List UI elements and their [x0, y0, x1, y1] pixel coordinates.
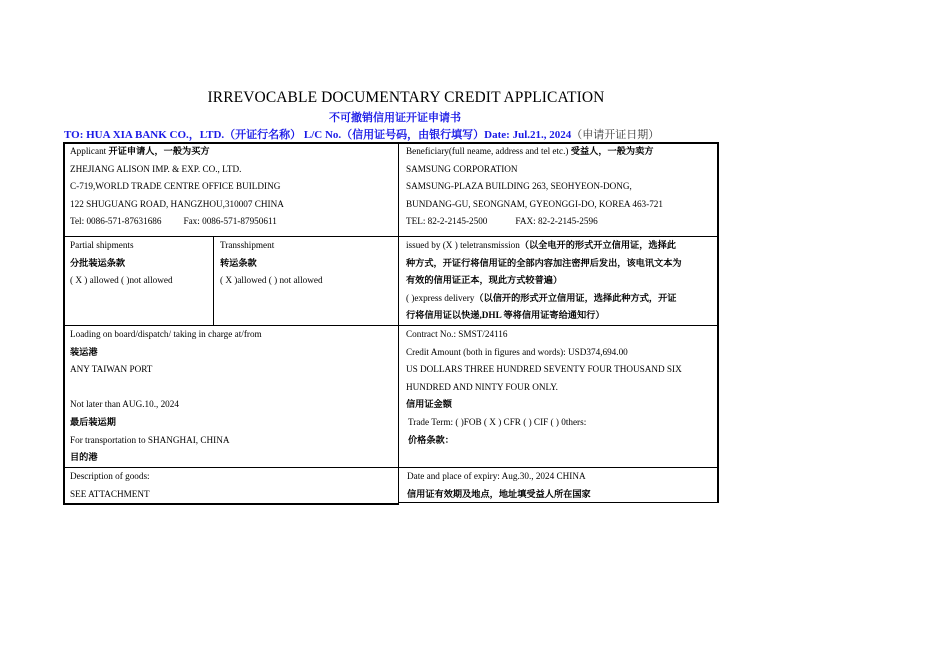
trade-term: Trade Term: ( )FOB ( X ) CFR ( ) CIF ( ) 0thers: — [408, 416, 587, 427]
loading-port-label-cn: 装运港 — [70, 346, 98, 357]
border-bottom-right — [399, 502, 719, 503]
form-subtitle: 不可撤销信用证开证申请书 — [329, 112, 461, 124]
contract-number: Contract No.: SMST/24116 — [406, 329, 508, 339]
border-row-2 — [63, 325, 719, 326]
border-row-1 — [63, 236, 719, 237]
applicant-tel: Tel: 0086-571-87631686 — [70, 216, 162, 227]
amount-in-words-1: US DOLLARS THREE HUNDRED SEVENTY FOUR THOUSAND SIX — [406, 364, 682, 375]
partial-shipments-cell — [63, 236, 213, 325]
latest-shipment-label-cn: 最后装运期 — [70, 416, 116, 427]
applicant-fax: Fax: 0086-571-87950611 — [183, 216, 277, 227]
border-left — [63, 142, 65, 505]
transshipment-options: ( X )allowed ( ) not allowed — [220, 275, 323, 286]
credit-amount-label-cn: 信用证金额 — [406, 399, 452, 410]
addressee-main: TO: HUA XIA BANK CO.，LTD.（开证行名称） L/C No.（信用证号码，由银行填写）Date: Jul.21., 2024 — [64, 129, 572, 141]
loading-cell — [63, 325, 399, 467]
amount-in-words-2: HUNDRED AND NINTY FOUR ONLY. — [406, 381, 558, 392]
beneficiary-name: SAMSUNG CORPORATION — [406, 163, 518, 174]
destination-label-cn: 目的港 — [70, 452, 98, 463]
application-date-note: （申请开证日期） — [571, 129, 660, 141]
trade-term-label-cn: 价格条款： — [408, 434, 454, 445]
partial-shipments-label-en: Partial shipments — [70, 240, 134, 250]
loading-label-en: Loading on board/dispatch/ taking in charge at/from — [70, 329, 262, 339]
beneficiary-address-2: BUNDANG-GU, SEONGNAM, GYEONGGI-DO, KOREA 463-721 — [406, 198, 663, 209]
teletransmission-note-2: 种方式，开证行将信用证的全部内容加注密押后发出，该电讯文本为 — [406, 257, 682, 268]
credit-amount: Credit Amount (both in figures and words): USD374,694.00 — [406, 346, 628, 357]
goods-label: Description of goods: — [70, 471, 150, 481]
beneficiary-address-1: SAMSUNG-PLAZA BUILDING 263, SEOHYEON-DONG, — [406, 181, 632, 192]
border-row-3 — [63, 467, 719, 468]
teletransmission-note-3: 有效的信用证正本，现此方式较普遍） — [406, 275, 563, 286]
expiry-cell — [399, 467, 719, 505]
applicant-cell — [63, 142, 399, 236]
beneficiary-label-en: Beneficiary(full neame, address and tel etc.) — [406, 146, 571, 156]
border-shipment-divider — [213, 236, 214, 325]
border-right — [717, 142, 719, 503]
transshipment-cell — [213, 236, 399, 325]
applicant-label-en: Applicant — [70, 146, 109, 156]
applicant-label-cn: 开证申请人，一般为买方 — [108, 146, 210, 156]
express-delivery-option: ( )express delivery — [406, 292, 475, 303]
expiry-label-cn: 信用证有效期及地点，地址填受益人所在国家 — [407, 488, 591, 499]
application-form — [63, 142, 719, 505]
transshipment-label-en: Transshipment — [220, 240, 275, 250]
beneficiary-tel: TEL: 82-2-2145-2500 — [406, 216, 488, 227]
border-top — [63, 142, 719, 144]
border-middle — [398, 142, 399, 505]
form-title: IRREVOCABLE DOCUMENTARY CREDIT APPLICATION — [207, 89, 605, 106]
applicant-address-1: C-719,WORLD TRADE CENTRE OFFICE BUILDING — [70, 181, 281, 192]
border-bottom-left — [63, 503, 399, 505]
teletransmission-note-1: （以全电开的形式开立信用证，选择此 — [519, 240, 676, 250]
contract-amount-cell — [399, 325, 719, 467]
teletransmission-option: issued by (X ) teletransmission — [406, 240, 520, 250]
beneficiary-label-cn: 受益人，一般为卖方 — [570, 146, 654, 156]
applicant-address-2: 122 SHUGUANG ROAD, HANGZHOU,310007 CHINA — [70, 198, 284, 209]
issuance-method-cell — [399, 236, 719, 325]
express-note-1: （以信开的形式开立信用证，选择此种方式，开证 — [474, 292, 677, 303]
transshipment-label-cn: 转运条款 — [220, 257, 257, 268]
expiry-label: Date and place of expiry: Aug.30., 2024 CHINA — [407, 471, 586, 481]
goods-value: SEE ATTACHMENT — [70, 488, 150, 499]
goods-cell — [63, 467, 399, 505]
latest-shipment-date: Not later than AUG.10., 2024 — [70, 399, 179, 410]
beneficiary-fax: FAX: 82-2-2145-2596 — [515, 216, 598, 227]
applicant-name: ZHEJIANG ALISON IMP. & EXP. CO., LTD. — [70, 163, 242, 174]
addressee-line — [64, 126, 659, 142]
partial-shipments-options: ( X ) allowed ( )not allowed — [70, 275, 173, 286]
express-note-2: 行将信用证以快递,DHL 等将信用证寄给通知行） — [406, 310, 605, 321]
destination: For transportation to SHANGHAI, CHINA — [70, 434, 230, 445]
partial-shipments-label-cn: 分批装运条款 — [70, 257, 126, 268]
beneficiary-cell — [399, 142, 719, 236]
loading-port: ANY TAIWAN PORT — [70, 364, 153, 375]
